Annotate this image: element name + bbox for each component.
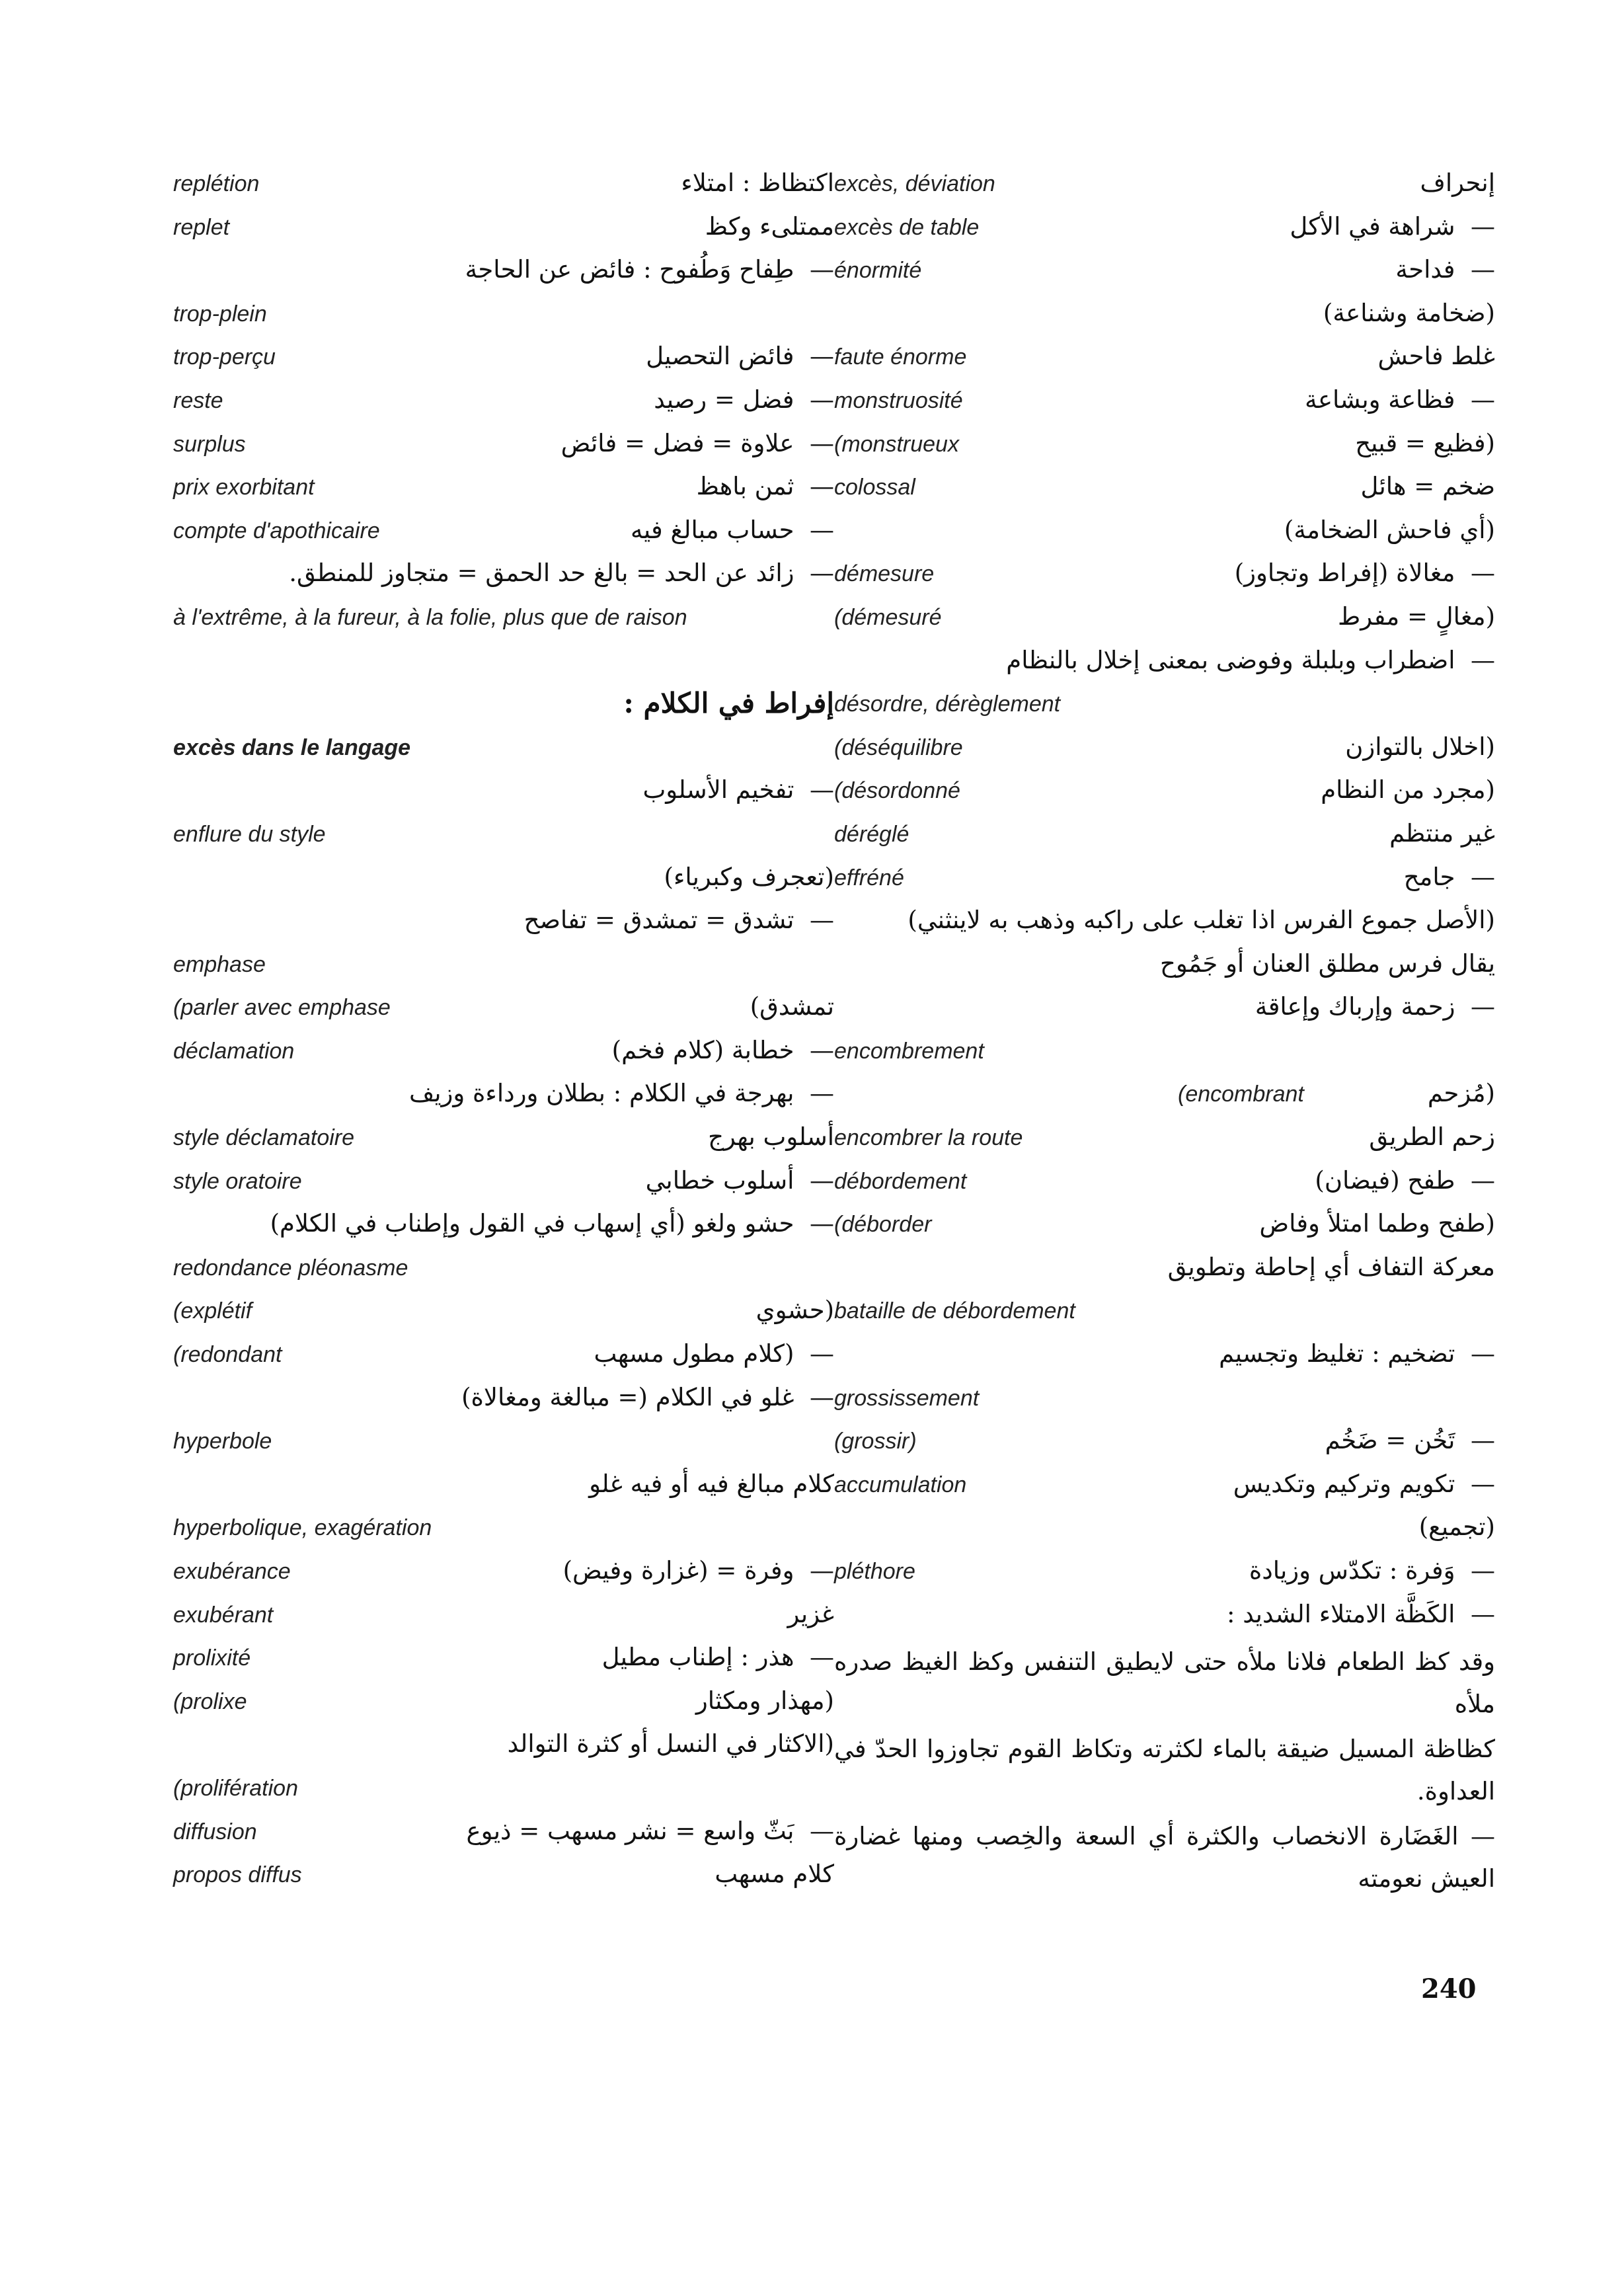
dictionary-entry <box>173 1638 834 1682</box>
arabic-term: تمشدق) <box>750 992 834 1021</box>
french-term: (prolifération <box>173 1775 298 1801</box>
french-term: (redondant <box>173 1342 282 1368</box>
french-term: excès de table <box>834 214 980 240</box>
dictionary-entry <box>834 337 1495 381</box>
french-term: redondance pléonasme <box>173 1255 408 1281</box>
arabic-term: (الاكثار في النسل أو كثرة التوالد <box>507 1729 834 1759</box>
french-term: exubérance <box>173 1559 291 1584</box>
dictionary-entry <box>173 1552 834 1595</box>
arabic-term: ممتلىء وكظ <box>705 212 834 241</box>
french-term: prolixité <box>173 1645 251 1671</box>
arabic-paragraph: وقد كظ الطعام فلانا ملأه حتى لايطيق التنفس وكظ الغيظ صدره ملأه <box>834 1647 1495 1719</box>
french-term: style déclamatoire <box>173 1125 355 1151</box>
french-term: propos diffus <box>173 1862 302 1888</box>
arabic-term: — شراهة في الأكل <box>1290 212 1495 241</box>
arabic-term: (ضخامة وشناعة) <box>1323 298 1495 327</box>
dictionary-entry <box>834 511 1495 555</box>
french-term: style oratoire <box>173 1168 302 1194</box>
dictionary-entry <box>834 1162 1495 1205</box>
dictionary-entry <box>834 728 1495 772</box>
dictionary-entry <box>173 208 834 251</box>
arabic-term: — تشدق = تمشدق = تفاصح <box>523 906 834 935</box>
arabic-term: اكتظاظ : امتلاء <box>681 169 834 197</box>
french-term: emphase <box>173 951 266 977</box>
french-term: (grossir) <box>834 1429 917 1454</box>
arabic-term: (تعجرف وكبرياء) <box>664 862 834 891</box>
dictionary-entry <box>173 251 834 294</box>
french-term: pléthore <box>834 1559 915 1584</box>
french-term: (déborder <box>834 1212 932 1238</box>
dictionary-entry <box>834 1031 1495 1075</box>
dictionary-entry <box>173 554 834 598</box>
arabic-term: — مغالاة (إفراط وتجاوز) <box>1234 559 1495 588</box>
arabic-term: (الأصل جموع الفرس اذا تغلب على راكبه وذهب به لاينثني) <box>908 906 1495 935</box>
french-term: débordement <box>834 1168 967 1194</box>
arabic-term: — جامح <box>1403 862 1495 891</box>
dictionary-entry <box>834 684 1495 728</box>
arabic-term: — هذر : إطناب مطيل <box>601 1643 834 1672</box>
dictionary-entry <box>173 598 834 641</box>
dictionary-entry <box>834 1465 1495 1509</box>
dictionary-entry <box>834 945 1495 988</box>
dictionary-entry <box>834 1421 1495 1465</box>
french-term: désordre, dérèglement <box>834 692 1061 717</box>
french-term: excès, déviation <box>834 171 995 196</box>
french-term: (désordonné <box>834 778 960 804</box>
french-term: replétion <box>173 171 260 196</box>
french-term: hyperbolique, exagération <box>173 1515 432 1541</box>
arabic-term: — اضطراب وبلبلة وفوضى بمعنى إخلال بالنظام <box>1006 645 1495 674</box>
arabic-term: — زحمة وإرباك وإعاقة <box>1255 992 1495 1021</box>
french-term: (déséquilibre <box>834 734 963 760</box>
dictionary-entry <box>173 1031 834 1075</box>
arabic-term: — فائض التحصيل <box>646 342 834 371</box>
arabic-term: يقال فرس مطلق العنان أو جَمُوح <box>1160 949 1495 978</box>
french-term: compte d'apothicaire <box>173 518 380 543</box>
dictionary-entry <box>173 814 834 858</box>
dictionary-entry <box>173 381 834 424</box>
dictionary-entry <box>834 1335 1495 1378</box>
arabic-term: (حشوي <box>755 1296 834 1325</box>
dictionary-entry <box>173 1248 834 1292</box>
french-term: encombrement <box>834 1038 984 1064</box>
arabic-term: (تجميع) <box>1418 1513 1495 1542</box>
dictionary-entry <box>173 728 834 772</box>
french-term: diffusion <box>173 1819 257 1844</box>
french-term: replet <box>173 214 230 240</box>
arabic-term: — حشو ولغو (أي إسهاب في القول وإطناب في الكلام) <box>270 1209 834 1238</box>
arabic-term: — فظاعة وبشاعة <box>1305 385 1495 414</box>
french-term: effréné <box>834 865 904 891</box>
french-term: bataille de débordement <box>834 1298 1075 1324</box>
french-term: déclamation <box>173 1038 295 1064</box>
french-term: déréglé <box>834 821 909 847</box>
dictionary-entry <box>173 337 834 381</box>
dictionary-entry <box>834 814 1495 858</box>
dictionary-entry <box>173 901 834 945</box>
arabic-term: — زائد عن الحد = بالغ حد الحمق = متجاوز للمنطق. <box>289 559 834 588</box>
dictionary-entry <box>834 1205 1495 1248</box>
french-term: (encombrant <box>1178 1082 1304 1107</box>
arabic-term: كلام مبالغ فيه أو فيه غلو <box>589 1469 834 1498</box>
arabic-term: — وَفرة : تكدّس وزيادة <box>1249 1556 1495 1585</box>
dictionary-entry <box>834 988 1495 1031</box>
arabic-term: — علاوة = فضل = فائض <box>561 428 834 457</box>
dictionary-entry <box>173 684 834 728</box>
french-term: excès dans le langage <box>173 734 411 760</box>
dictionary-entry <box>834 858 1495 902</box>
french-term: surplus <box>173 431 246 457</box>
dictionary-entry <box>173 1421 834 1465</box>
french-term: (explétif <box>173 1298 252 1324</box>
arabic-paragraph: — الغَضَارة الانخصاب والكثرة أي السعة والخِصب ومنها غضارة العيش نعومته <box>834 1822 1495 1893</box>
french-term: enflure du style <box>173 821 326 847</box>
dictionary-entry <box>173 641 834 685</box>
dictionary-entry <box>834 1118 1495 1162</box>
arabic-term: — تفخيم الأسلوب <box>642 775 834 805</box>
dictionary-entry <box>173 1378 834 1422</box>
arabic-term: غير منتظم <box>1389 818 1495 848</box>
arabic-term: (اخلال بالتوازن <box>1345 732 1495 761</box>
dictionary-entry <box>834 554 1495 598</box>
arabic-term: ضخم = هائل <box>1360 472 1495 501</box>
arabic-term: غزير <box>787 1599 834 1628</box>
dictionary-entry <box>834 1074 1495 1118</box>
dictionary-entry <box>173 1465 834 1509</box>
arabic-term: زحم الطريق <box>1369 1123 1495 1152</box>
dictionary-entry <box>173 1855 834 1899</box>
arabic-term: — ثمن باهظ <box>696 472 834 501</box>
dictionary-entry <box>173 945 834 988</box>
french-term: hyperbole <box>173 1429 272 1454</box>
french-term: encombrer la route <box>834 1125 1023 1151</box>
dictionary-entry <box>834 381 1495 424</box>
dictionary-entry <box>834 598 1495 641</box>
french-term: trop-plein <box>173 301 267 327</box>
arabic-term: معركة التفاف أي إحاطة وتطويق <box>1167 1252 1495 1281</box>
french-term: démesure <box>834 561 935 587</box>
arabic-term: غلط فاحش <box>1377 342 1495 371</box>
dictionary-entry <box>173 1682 834 1725</box>
dictionary-entry <box>173 1725 834 1768</box>
dictionary-entry <box>173 1335 834 1378</box>
dictionary-entry <box>173 771 834 814</box>
arabic-term: — طِفاح وَطُفوح : فائض عن الحاجة <box>465 255 834 284</box>
dictionary-entry <box>173 858 834 902</box>
dictionary-entry <box>834 424 1495 468</box>
left-column <box>173 164 834 1899</box>
dictionary-entry <box>834 1378 1495 1422</box>
dictionary-entry <box>173 1074 834 1118</box>
dictionary-entry <box>834 164 1495 208</box>
arabic-term: — خطابة (كلام فخم) <box>611 1035 834 1064</box>
dictionary-entry <box>834 294 1495 338</box>
arabic-term: — طفح (فيضان) <box>1315 1166 1495 1195</box>
french-term: faute énorme <box>834 344 967 370</box>
arabic-term: — (كلام مطول مسهب <box>594 1339 834 1368</box>
french-term: reste <box>173 387 223 413</box>
arabic-term: (طفح وطما امتلأ وفاض <box>1259 1209 1495 1238</box>
arabic-term: إفراط في الكلام : <box>623 687 834 720</box>
dictionary-entry <box>173 1205 834 1248</box>
arabic-term: (مغالٍ = مفرط <box>1338 602 1495 631</box>
dictionary-entry <box>173 294 834 338</box>
dictionary-entry <box>834 208 1495 251</box>
right-column <box>834 164 1495 1900</box>
dictionary-entry <box>834 1552 1495 1595</box>
dictionary-entry <box>834 1248 1495 1292</box>
dictionary-entry <box>834 771 1495 814</box>
french-term: monstruosité <box>834 387 963 413</box>
arabic-term: — بَثّ واسع = نشر مسهب = ذيوع <box>466 1816 834 1845</box>
page-number: 240 <box>1421 1973 1477 2004</box>
french-term: (monstrueux <box>834 431 959 457</box>
dictionary-entry <box>173 467 834 511</box>
arabic-term: كلام مسهب <box>715 1860 834 1889</box>
dictionary-entry <box>173 1291 834 1335</box>
french-term: prix exorbitant <box>173 475 315 500</box>
dictionary-entry <box>173 988 834 1031</box>
dictionary-entry <box>834 1291 1495 1335</box>
french-term: (parler avec emphase <box>173 995 391 1021</box>
dictionary-entry <box>173 424 834 468</box>
dictionary-entry <box>173 164 834 208</box>
dictionary-entry <box>834 1595 1495 1639</box>
arabic-term: (مجرد من النظام <box>1321 775 1495 805</box>
dictionary-entry <box>173 1508 834 1552</box>
dictionary-entry <box>834 641 1495 685</box>
dictionary-entry <box>834 1508 1495 1552</box>
dictionary-entry <box>834 901 1495 945</box>
arabic-term: (فظيع = قبيح <box>1355 428 1495 457</box>
arabic-term: — الكَظَّة الامتلاء الشديد : <box>1227 1599 1495 1628</box>
arabic-term: — تَخُن = ضَخُم <box>1325 1426 1495 1455</box>
arabic-term: — تضخيم : تغليظ وتجسيم <box>1219 1339 1495 1368</box>
french-term: (prolixe <box>173 1688 247 1714</box>
dictionary-entry <box>173 1812 834 1856</box>
french-term: accumulation <box>834 1472 967 1497</box>
french-term: trop-perçu <box>173 344 276 370</box>
arabic-term: — حساب مبالغ فيه <box>631 515 834 544</box>
dictionary-entry <box>173 1162 834 1205</box>
french-term: à l'extrême, à la fureur, à la folie, plus que de raison <box>173 604 687 630</box>
arabic-term: (أي فاحش الضخامة) <box>1284 515 1495 544</box>
dictionary-entry <box>173 1118 834 1162</box>
arabic-term: — فضل = رصيد <box>654 385 834 414</box>
dictionary-entry <box>834 251 1495 294</box>
dictionary-entry <box>173 511 834 555</box>
dictionary-entry <box>173 1768 834 1812</box>
french-term: exubérant <box>173 1602 274 1628</box>
arabic-paragraph: كظاظة المسيل ضيقة بالماء لكثرته وتكاظ القوم تجاوزوا الحدّ في العداوة. <box>834 1735 1495 1806</box>
arabic-term: (مُزحم <box>1427 1079 1495 1108</box>
dictionary-entry <box>834 467 1495 511</box>
arabic-term: — أسلوب خطابي <box>645 1166 834 1195</box>
french-term: colossal <box>834 475 915 500</box>
french-term: (démesuré <box>834 604 942 630</box>
french-term: grossissement <box>834 1385 980 1411</box>
arabic-term: — فداحة <box>1395 255 1495 284</box>
arabic-term: — تكويم وتركيم وتكديس <box>1233 1469 1495 1498</box>
arabic-term: — بهرجة في الكلام : بطلان ورداءة وزيف <box>408 1079 834 1108</box>
arabic-term: أسلوب بهرج <box>708 1123 834 1152</box>
french-term: énormité <box>834 258 922 284</box>
arabic-term: (مهذار ومكثار <box>695 1686 834 1715</box>
dictionary-entry <box>173 1595 834 1639</box>
arabic-term: إنحراف <box>1420 169 1495 197</box>
arabic-term: — وفرة = (غزارة وفيض) <box>562 1556 834 1585</box>
arabic-term: — غلو في الكلام (= مبالغة ومغالاة) <box>461 1382 834 1411</box>
